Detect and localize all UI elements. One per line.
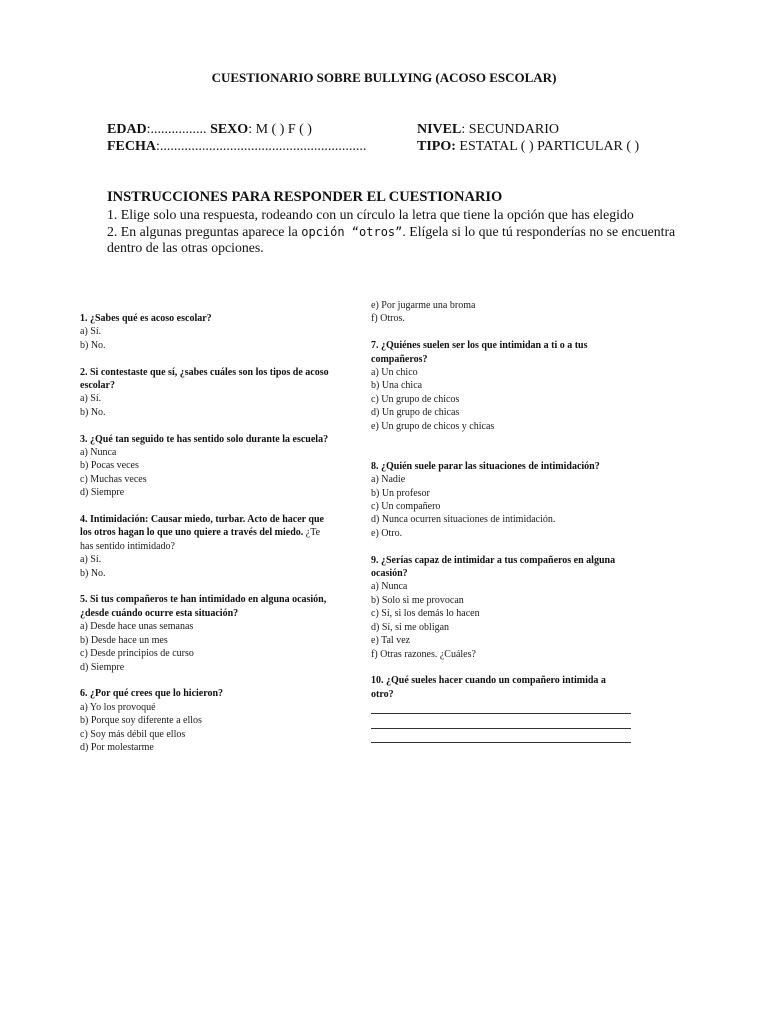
page-title: CUESTIONARIO SOBRE BULLYING (ACOSO ESCOLAR) bbox=[211, 70, 557, 85]
edad-field: :................ bbox=[146, 122, 207, 137]
question-9-cont: ocasión? bbox=[371, 568, 408, 580]
nivel-label: NIVEL bbox=[417, 122, 462, 137]
question-5-cont: ¿desde cuándo ocurre esta situación? bbox=[80, 607, 239, 619]
tipo-row bbox=[417, 138, 639, 155]
q6-option-b[interactable]: b) Porque soy diferente a ellos bbox=[80, 715, 202, 727]
q4-option-b[interactable]: b) No. bbox=[80, 567, 106, 579]
q9-option-b[interactable]: b) Solo si me provocan bbox=[371, 594, 464, 606]
q6-option-a[interactable]: a) Yo los provoqué bbox=[80, 701, 156, 713]
sexo-field: : M ( ) F ( ) bbox=[248, 122, 312, 137]
q5-option-a[interactable]: a) Desde hace unas semanas bbox=[80, 621, 194, 633]
q4-option-a[interactable]: a) Sí. bbox=[80, 554, 102, 566]
opcion-otros-term: opción “otros” bbox=[301, 225, 403, 239]
question-8: 8. ¿Quién suele parar las situaciones de intimidación? bbox=[371, 460, 600, 472]
fecha-row bbox=[107, 138, 366, 155]
q3-option-c[interactable]: c) Muchas veces bbox=[80, 473, 147, 485]
instructions-title: INSTRUCCIONES PARA RESPONDER EL CUESTIONARIO bbox=[107, 189, 503, 205]
question-7-cont: compañeros? bbox=[371, 353, 428, 365]
question-9: 9. ¿Serías capaz de intimidar a tus compañeros en alguna bbox=[371, 554, 616, 566]
q8-option-d[interactable]: d) Nunca ocurren situaciones de intimidación. bbox=[371, 514, 556, 526]
q5-option-b[interactable]: b) Desde hace un mes bbox=[80, 634, 168, 646]
q9-option-a[interactable]: a) Nunca bbox=[371, 581, 408, 593]
answer-line-1[interactable] bbox=[371, 701, 631, 714]
question-10-cont: otro? bbox=[371, 688, 394, 700]
q2-option-a[interactable]: a) Sí. bbox=[80, 393, 102, 405]
question-5: 5. Si tus compañeros te han intimidado en alguna ocasión, bbox=[80, 594, 327, 606]
q6-option-f[interactable]: f) Otros. bbox=[371, 313, 405, 325]
q9-option-c[interactable]: c) Sí, si los demás lo hacen bbox=[371, 608, 480, 620]
q5-option-d[interactable]: d) Siempre bbox=[80, 661, 125, 673]
q3-option-b[interactable]: b) Pocas veces bbox=[80, 460, 139, 472]
right-column bbox=[371, 299, 651, 744]
q7-option-b[interactable]: b) Una chica bbox=[371, 380, 423, 392]
q6-option-e[interactable]: e) Por jugarme una broma bbox=[371, 300, 476, 311]
q1-option-a[interactable]: a) Sí. bbox=[80, 326, 102, 338]
q3-option-d[interactable]: d) Siempre bbox=[80, 487, 125, 499]
left-column bbox=[80, 312, 362, 754]
instruction-2: 2. En algunas preguntas aparece la opción “otros”. Elígela si lo que tú responderías no se encuentra bbox=[107, 224, 676, 239]
answer-line-3[interactable] bbox=[371, 730, 631, 743]
q8-option-b[interactable]: b) Un profesor bbox=[371, 487, 430, 499]
q9-option-e[interactable]: e) Tal vez bbox=[371, 635, 411, 647]
q7-option-c[interactable]: c) Un grupo de chicos bbox=[371, 393, 460, 405]
question-7: 7. ¿Quiénes suelen ser los que intimidan a ti o a tus bbox=[371, 340, 588, 352]
question-2: 2. Si contestaste que sí, ¿sabes cuáles son los tipos de acoso bbox=[80, 366, 329, 378]
instruction-1: 1. Elige solo una respuesta, rodeando con un círculo la letra que tiene la opción que has elegido bbox=[107, 207, 634, 222]
q9-option-d[interactable]: d) Sí, si me obligan bbox=[371, 621, 450, 633]
q7-option-d[interactable]: d) Un grupo de chicas bbox=[371, 407, 460, 419]
question-4: 4. Intimidación: Causar miedo, turbar. Acto de hacer que bbox=[80, 514, 324, 526]
q6-option-c[interactable]: c) Soy más débil que ellos bbox=[80, 728, 186, 740]
fecha-field: :........................................................... bbox=[156, 139, 367, 154]
sexo-label: SEXO bbox=[210, 122, 249, 137]
question-10: 10. ¿Qué sueles hacer cuando un compañero intimida a bbox=[371, 675, 606, 687]
q8-option-a[interactable]: a) Nadie bbox=[371, 474, 406, 486]
question-3: 3. ¿Qué tan seguido te has sentido solo durante la escuela? bbox=[80, 433, 329, 445]
q7-option-a[interactable]: a) Un chico bbox=[371, 367, 418, 379]
nivel-value: : SECUNDARIO bbox=[461, 122, 559, 137]
q6-option-d[interactable]: d) Por molestarme bbox=[80, 741, 154, 753]
q8-option-c[interactable]: c) Un compañero bbox=[371, 501, 441, 513]
q2-option-b[interactable]: b) No. bbox=[80, 406, 106, 418]
question-4-cont-2: has sentido intimidado? bbox=[80, 540, 175, 552]
question-4-cont: los otros hagan lo que uno quiere a través del miedo. ¿Te bbox=[80, 527, 321, 539]
edad-label: EDAD bbox=[107, 122, 147, 137]
q1-option-b[interactable]: b) No. bbox=[80, 339, 106, 351]
nivel-row bbox=[417, 121, 559, 138]
answer-line-2[interactable] bbox=[371, 716, 631, 729]
question-1: 1. ¿Sabes qué es acoso escolar? bbox=[80, 313, 212, 324]
q8-option-e[interactable]: e) Otro. bbox=[371, 527, 403, 539]
q3-option-a[interactable]: a) Nunca bbox=[80, 447, 117, 459]
question-2-cont: escolar? bbox=[80, 380, 115, 392]
q7-option-e[interactable]: e) Un grupo de chicos y chicas bbox=[371, 420, 495, 432]
q5-option-c[interactable]: c) Desde principios de curso bbox=[80, 648, 194, 660]
q9-option-f[interactable]: f) Otras razones. ¿Cuáles? bbox=[371, 648, 476, 660]
tipo-label: TIPO: bbox=[417, 139, 456, 154]
tipo-value: ESTATAL ( ) PARTICULAR ( ) bbox=[455, 139, 640, 154]
question-6: 6. ¿Por qué crees que lo hicieron? bbox=[80, 688, 224, 700]
edad-sexo-row bbox=[107, 121, 312, 138]
instruction-3: dentro de las otras opciones. bbox=[107, 240, 264, 255]
fecha-label: FECHA bbox=[107, 139, 156, 154]
